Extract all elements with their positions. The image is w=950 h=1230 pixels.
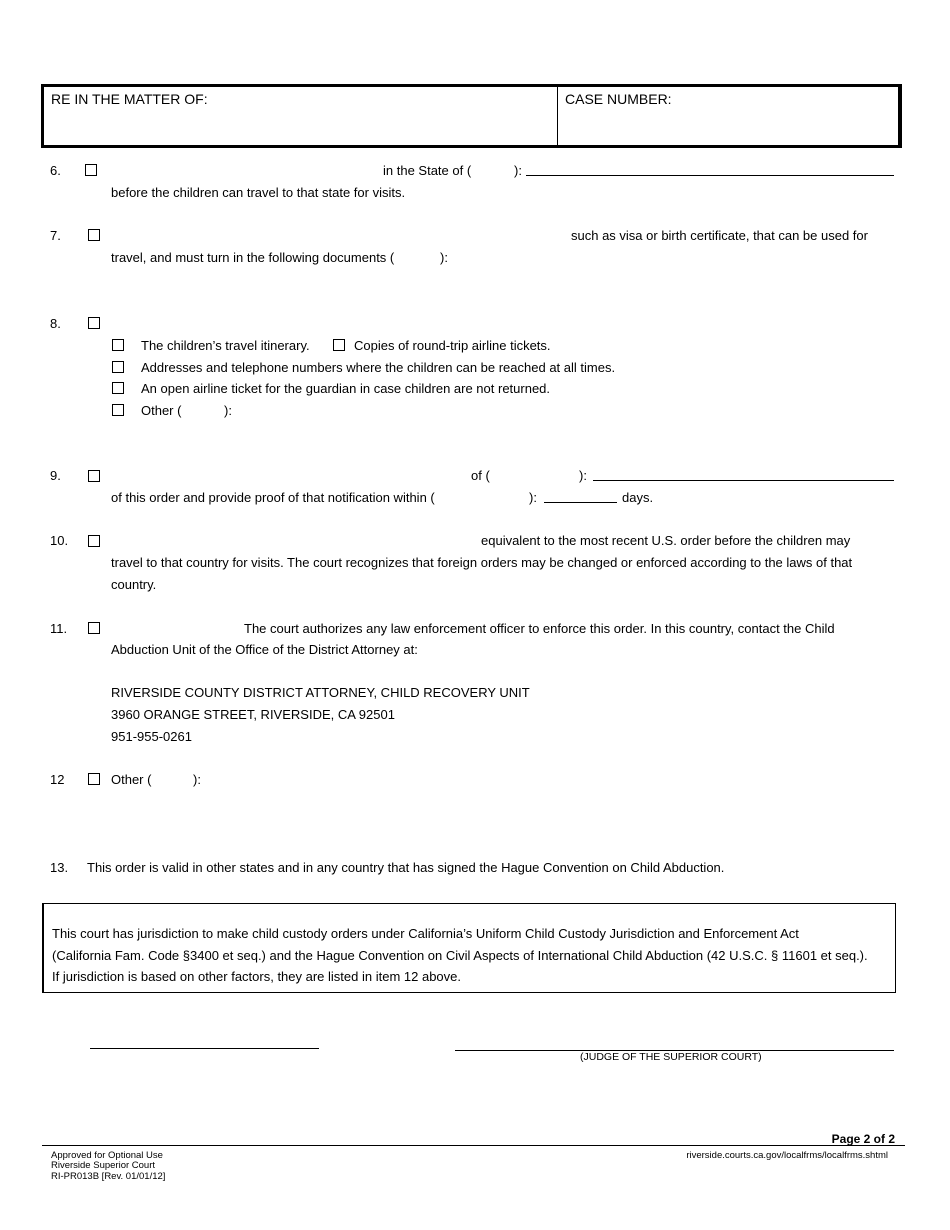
item-11-checkbox[interactable] xyxy=(88,622,100,634)
item-8-other-label: Other ( xyxy=(141,403,182,418)
item-10-line1: equivalent to the most recent U.S. order before the children may xyxy=(481,533,851,548)
item-8-other-checkbox[interactable] xyxy=(112,404,124,416)
item-6-state-field[interactable] xyxy=(526,175,894,176)
item-12-number: 12 xyxy=(50,772,65,787)
item-9-days-field[interactable] xyxy=(544,502,617,503)
item-12-checkbox[interactable] xyxy=(88,773,100,785)
item-9-of-close: ): xyxy=(579,468,587,483)
item-6-state-text: in the State of ( xyxy=(383,163,472,178)
jurisdiction-box xyxy=(42,903,896,993)
item-6-state-close: ): xyxy=(514,163,522,178)
item-8-tickets-checkbox[interactable] xyxy=(333,339,345,351)
date-signature-line[interactable] xyxy=(90,1048,319,1049)
footer-url: riverside.courts.ca.gov/localfrms/localfrms.shtml xyxy=(686,1150,888,1161)
item-8-number: 8. xyxy=(50,316,61,331)
footer-court: Riverside Superior Court xyxy=(51,1160,156,1171)
jurisdiction-line-2: (California Fam. Code §3400 et seq.) and the Hague Convention on Civil Aspects of International Child Abduction (42 U.S.C. § 11601 et seq.). xyxy=(52,948,868,963)
item-12-other-label: Other ( xyxy=(111,772,152,787)
item-8-itinerary-checkbox[interactable] xyxy=(112,339,124,351)
item-6-line2: before the children can travel to that state for visits. xyxy=(111,185,406,200)
item-8-open-ticket-checkbox[interactable] xyxy=(112,382,124,394)
item-9-of-text: of ( xyxy=(471,468,490,483)
item-10-line2: travel to that country for visits. The court recognizes that foreign orders may be changed or enforced according to the laws of that xyxy=(111,555,853,570)
item-7-line2-a: travel, and must turn in the following documents ( xyxy=(111,250,395,265)
item-11-number: 11. xyxy=(50,621,68,636)
item-11-line2: Abduction Unit of the Office of the District Attorney at: xyxy=(111,642,418,657)
page-number: Page 2 of 2 xyxy=(831,1132,895,1146)
item-7-line1: such as visa or birth certificate, that can be used for xyxy=(571,228,868,243)
item-8-other-close: ): xyxy=(224,403,232,418)
case-header-box xyxy=(41,84,902,148)
matter-label: RE IN THE MATTER OF: xyxy=(51,91,208,107)
item-9-days: days. xyxy=(622,490,654,505)
case-number-label: CASE NUMBER: xyxy=(565,91,672,107)
item-6-checkbox[interactable] xyxy=(85,164,97,176)
item-9-number: 9. xyxy=(50,468,61,483)
item-11-address1: RIVERSIDE COUNTY DISTRICT ATTORNEY, CHILD RECOVERY UNIT xyxy=(111,685,530,700)
footer-approved: Approved for Optional Use xyxy=(51,1150,163,1161)
item-13-number: 13. xyxy=(50,860,69,875)
item-11-line1: The court authorizes any law enforcement officer to enforce this order. In this country, contact the Child xyxy=(244,621,835,636)
item-11-address2: 3960 ORANGE STREET, RIVERSIDE, CA 92501 xyxy=(111,707,395,722)
item-9-checkbox[interactable] xyxy=(88,470,100,482)
footer-rule xyxy=(42,1145,905,1146)
footer-form-id: RI-PR013B [Rev. 01/01/12] xyxy=(51,1171,166,1182)
item-8-addresses-checkbox[interactable] xyxy=(112,361,124,373)
item-13-text: This order is valid in other states and in any country that has signed the Hague Convention on Child Abduction. xyxy=(87,860,725,875)
item-7-number: 7. xyxy=(50,228,61,243)
item-9-line2: of this order and provide proof of that notification within ( xyxy=(111,490,435,505)
item-8-checkbox[interactable] xyxy=(88,317,100,329)
item-8-tickets-label: Copies of round-trip airline tickets. xyxy=(354,338,551,353)
item-10-number: 10. xyxy=(50,533,69,548)
item-7-checkbox[interactable] xyxy=(88,229,100,241)
item-10-line3: country. xyxy=(111,577,157,592)
judge-label: (JUDGE OF THE SUPERIOR COURT) xyxy=(580,1051,762,1063)
jurisdiction-line-1: This court has jurisdiction to make child custody orders under California’s Uniform Child Custody Jurisdiction and Enforcement Act xyxy=(52,926,799,941)
item-11-phone: 951-955-0261 xyxy=(111,729,192,744)
item-8-addresses-label: Addresses and telephone numbers where the children can be reached at all times. xyxy=(141,360,616,375)
item-7-line2-b: ): xyxy=(440,250,448,265)
item-9-of-field[interactable] xyxy=(593,480,894,481)
item-8-open-ticket-label: An open airline ticket for the guardian in case children are not returned. xyxy=(141,381,551,396)
item-9-line2-close: ): xyxy=(529,490,537,505)
item-8-itinerary-label: The children’s travel itinerary. xyxy=(141,338,310,353)
header-divider xyxy=(557,87,558,145)
item-6-number: 6. xyxy=(50,163,61,178)
item-10-checkbox[interactable] xyxy=(88,535,100,547)
jurisdiction-line-3: If jurisdiction is based on other factors, they are listed in item 12 above. xyxy=(52,969,461,984)
item-12-other-close: ): xyxy=(193,772,201,787)
